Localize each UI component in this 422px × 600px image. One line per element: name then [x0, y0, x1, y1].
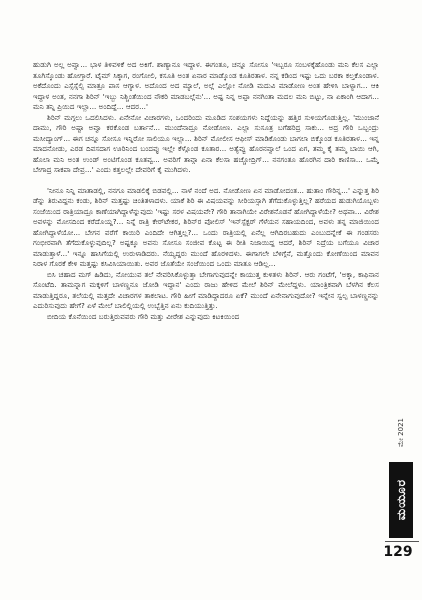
issue-label — [391, 405, 411, 460]
issue-text: ಮೇ 2021 — [397, 418, 405, 447]
paragraph-1: ಹುಡುಗಿ ಅಲ್ಲ ಅವ್ವಾ... ಭಾಳ ತಿಳಿವಳಿಕೆ ಅದ ಅಕಿಗೆ. ಶಾಣ್ಯಾನೂ ಇದ್ದಾಳ. ಈಗಂತೂ, ಚನ್ನೂ ಸೋಸೂ 'ಇಬ್ಬರೂ ಸಂಬಳಕ್ಕೆಹೊಂಡು ಮನಿ ಕೆಲಸ ಎಲ್ಲಾ ತೂಗಿಸ್ಕೊಂಡು ಹೋಗ್ತಾರೆ. ಟೈಮ್ ಸಿಕ್ಕಾಗ, ರಂಗೋಲಿ, ಕಸೂತಿ ಅಂತ ಏನಾರ ಮಾಡ್ಕೊಂಡ ಕೂತಿರತಾಳ. ನನ್ನ ಕಡಿಂದ ಇಷ್ಟು ಒದು ಬರಕಾ ಕಲ್ತಕೊಂಡಾಳ. ಅಕೆದೊಂದು ಎಸ್ಸೆಸ್ಸೆಲ್ಸಿ ಮಾತ್ರೂ ಪಾಸ ಆಗ್ಯಾಳ. ಅದೊಂದ ಅದ ಮ್ಯಾಲೆ, ಅಲ್ಲೆ ಎಲ್ಲೋ ನೋಡಿ ಮದುವಿ ಮಾಡೋಣ ಅಂತ ಹೇಳಿಸಿ ಬಾಳ್ಯಾಗ... ಆಕಿ ಇದ್ದಾಳ ಅಂತ, ನನಗಾ ಶಿರಿನ್ 'ಇಬ್ಬು ನಿಶ್ಚಿಂತೆಯಿಂದ ನೌಕರಿ ಮಾಡಬಲ್ಲೆನು'... ಅಷ್ಟ ನಿನ್ನ ಅಪ್ಪಾ ನನಗಿಂತಾ ಮದಲ ಮನಿ ಬಿಟ್ಟು, ನಾ ಏಕಾಂಗಿ ಆದಾಗ... ಮನಿ ತನ್ನಿ ಪ್ರಿಯಿದ ಇಲ್ಲಾ... ಅಂದಿದ್ದೆ... ಆದರ...' — [33, 60, 379, 111]
article-text — [33, 60, 379, 538]
paragraph-5: ಬೀದಿಯ ಕೊನೆಯಿಂದ ಬರುತ್ತಿರುವವರು ಗೌರಿ ಮತ್ತು ವೀರೇಶ ಎನ್ನುವುದು ಕಿಟಕಿಯಿಂದ — [47, 311, 240, 321]
divider — [385, 541, 419, 542]
paragraph-4: ಬಿಸಿ ಚಹಾದ ಮಗ್ ಹಿಡಿದು, ನೋಯುವ ತಲೆ ನೇವರಿಸಿಕೊಳ್ಳುತ್ತಾ ಬೇಗಾಗುವುದನ್ನೇ ಕಾಯುತ್ತ ಕುಳಿತಳು ಶಿರಿನ್. ಆರು ಗಂಟೆಗೆ, 'ಅಕ್ಕಾ, ಕಾಫಿನಾನ ಸೊಂಟೆದಿ. ತಾಮನ್ನಾಗ ಮಕ್ಕಳಿಗೆ ಬಾಳಣ್ಣನೂ ಜೋಡಿ ಇದ್ದಾನ' ಎಂದು ರಾಜು ಹೇಳಿದ ಮೇಲೆ ಶಿರಿನ್ ಮೇಲೆದ್ದಳು. ಯಾಂತ್ರಿಕವಾಗಿ ಬೆಳಗಿನ ಕೆಲಸ ಮಾಡುತ್ತಿದ್ದರೂ, ತಲೆಯಲ್ಲಿ ಮತ್ತದೇ ವಿಚಾರಗಳ ತಾಕಲಾಟ. ಗೌರಿ ಹೀಗೆ ಮಾಡಿದ್ದಾದರೂ ಏಕೆ? ಮುಂದೆ ಏನೇನಾಗುವುದೋ? ಇನ್ನೇನ ಸ್ವಲ್ಪ ಬಾಳಣ್ಣನನ್ನು ಎದುರಿಸುವುದು ಹೇಗೆ? ಏಳೆ ಮೇಲೆ ಬಾಲಿಲ್ಲಿಯಲ್ಲಿ ಉಬ್ಬೆತ್ತಿನ ಏನು ಕುದಿಯುತ್ತಿತ್ತು. — [33, 269, 379, 310]
page-number: 129 — [383, 544, 413, 560]
brand-text: ಮಯೂರ — [394, 479, 408, 521]
paragraph-3: 'ನೀನೂ ನಿನ್ನಿ ಮಾತಾಡಲ್ಲಿ, ನನಗೂ ಮಾಡಲಿಕ್ಕೆ ಬಿಡವಲ್ಲಿ... ನಾಳೆ ನಂದೆ ಅದ. ನೋಡೋಣ ಏನ ಮಾಡೋದಂತ... ಹುತಾಂ ಗೌರಿನ್ನ...' ಎನ್ನುತ್ತ ಶಿರಿ ಡೆನ್ನು ತಿರುವಿದ್ದನು ಕಂಡು, ಶಿರಿನ್ ಮತ್ತಷ್ಟು ಚಿಂತಿತಳಾದಳು. ಯಾಕೆ ಶಿರಿ ಈ ವಿಷಯವನ್ನು ಸೀರಿಯಸ್ಸಾಗಿ ತೆಗೆದುಕೊಳ್ಳುತ್ತಿಲ್ಲ? ಹರೆಯದ ಹುಡುಗಿಯೊಬ್ಬಳು ಸಂಜೆಯಿಂದ ರಾತ್ರಿಯಾದ್ರೂ ಕಾಣೆಯಾಗಿದ್ದಾಳೆನ್ನುವುದು 'ಇಷ್ಟು ಸರಳ ವಿಷಯವೇ? ಗೌರಿ ತಾನಾಗಿಯೇ ವಿರೇಶನೊಡನೆ ಹೋಗಿದ್ದಾಳೆಯೇ? ಅಥವಾ... ವಿರೇಶ ಅವಳನ್ನು ಮೋಸದಿಂದ ಕರೆದೊಯ್ದ?... ನಿನ್ನೆ ರಾತ್ರಿ ಕೇರ್‌ಟೇಕರ, ಶಿರಿನ್‌ರ ಪೋಲಿಸ್ 'ಇನ್‌ಸ್ಪೆಕ್ಟರ್ ಗೆಳೆಯನ ಸಹಾಯದಿಂದ, ಅವಳು ತನ್ನ ಮಾಜಿಯಿಂದ ಹೋಗಿದ್ದಾಳೆಯೋ... ಬೇಗನ ವರೆಗೆ ಕಾಯಿರಿ ಎಂದಿದೇ ಆಗಿತ್ತಲ್ಲ?... ಒಂದು ರಾತ್ರಿಯಲ್ಲಿ ಏನೆಲ್ಲ ಆಗಿದಿರಬಹುದು ಎಂಬುದನ್ನೇಕೆ ಈ ಗಂಡಸರು ಗಂಭೀರವಾಗಿ ತೆಗೆದುಕೊಳ್ಳುವುದಿಲ್ಲ? ಅಷ್ಟಕ್ಕೂ ಅವನು ಸೋಸೂ ಸಂಜೀವ ಕೊಟ್ಟ ಈ ರೀತಿ ನಿಜಾಯಿದ್ದ ಆದರೆ, ಶಿರಿನ್ ನಿದ್ರೆಯ ಬಗೆಯೂ ವಿಚಾರ ಮಾಡುತ್ತಾಳೆ...' ಇನ್ನೂ ಹಾಸಿಗೆಯಲ್ಲಿ ಉರುಳಾಡಿದರು. ನೆಯ್ಯದ್ದರು ಮುಂದೆ ಹೊರಳಿದಳು. ಈಗಾಗಲೇ ಬೆಳಿಗ್ಗೆನೆ, ಮತ್ತೊಂದು ಕೋಣೆಯಿಂದ ಮಾವನ ನಿರಾಳ ಗೊರಕೆ ಕೇಳಿ ಮತ್ತಷ್ಟು ಕಸಿವಿಸಿಯಾಯಿತು. ಅವರ ಜೊತೆಯೇ ಸಂಜೆಯಿಂದ ಒಂದು ಮಾತೂ ಆಡಿಲ್ಲ... — [33, 185, 379, 268]
paragraph-2: ಶಿರಿನ್ ಮಗ್ಗಲು ಒದಲಿಸಿದಳು. ಏನೇನೋ ವಿಚಾರಗಳು, ಒಂದರಿಂದು ಮೂಡಿದ ಸಂಶಯಗಳು ನಿದ್ದೆಯನ್ನು ಹತ್ತಿರ ಸುಳಿಯಗೊಡುತ್ತಿಲ್ಲ. 'ಮುಂಜಾನೆ ದಾಮು, ಗೌರಿ ಅಷ್ಟಾ ಅವ್ವಾ ಕರಕೊಂಡ ಬರ್ತಾನೆ... ಮುಂದೆನಾದ್ರೂ ನೋಡೋಣ. ಎಲ್ಲಾ ಸುಸೂತ್ರ ಬಗೆಹರಿದ್ರ ಸಾಕು... ಅದ್ರ ಗೌರಿ ಒಬ್ಬಂದ್ರು ಮಸೀದ್ಯಾಂಗ್... ಈಗ ಚನ್ನೂ ಸೋಸೂ ಇನ್ನಿರೋ ಸಾಲಿಯೂ ಇಲ್ಲಾ... ಶಿರಿನ್ ಮೋಲೀಸ ಆಫೀಸ್ ಮಾಡಿಕೊಂಡು ಬಾಗಲಾ ಬಿಕ್ಕೊಂಡ ಕೂತಿರತಾಳ... ಇನ್ನ ಮಾದನೋಡು, ಎರಡ ದಿವಸದಾಗ ಊರಿನಿಂದ ಬಂದವ್ಳು ಇಲ್ಲೇ ಕೆಳ್ಗೊಂಡ ಕೂತಾರ... ಅತ್ಯೆವ್ವು ಹೊರನವ್ವಾಲೆ ಒಂದ ಏಗ, ತಮ್ಮ ಕೈ ತಮ್ಮ ಬಾಯಿ ಆಗಿ, ಹೊಲಾ ಮನಿ ಅಂತ ಉಂಡ್ ಅಂಟಿಗೊಂಡ ಕೂತವ್ವ... ಅವರಿಗೆ ತಾವ್ಗಾ ಏನಾ ಕೆಲಸಾ ಹಚ್ಚೋದ್ರಿಗ್... ನನಗಂತೂ ಹೊರಗಿನ ದಾರಿ ಕಾಣಿಸಾ... ಒಮ್ಮೆ ಬೇಗಾದ್ರ ಸಾಕಪಾ ದೇವ್ರ...' ಎಂದು ಕತ್ತಲಲ್ಲೇ ದೇವರಿಗೆ ಕೈ ಮುಗಿದಳು. — [33, 112, 379, 174]
magazine-brand — [389, 462, 413, 538]
